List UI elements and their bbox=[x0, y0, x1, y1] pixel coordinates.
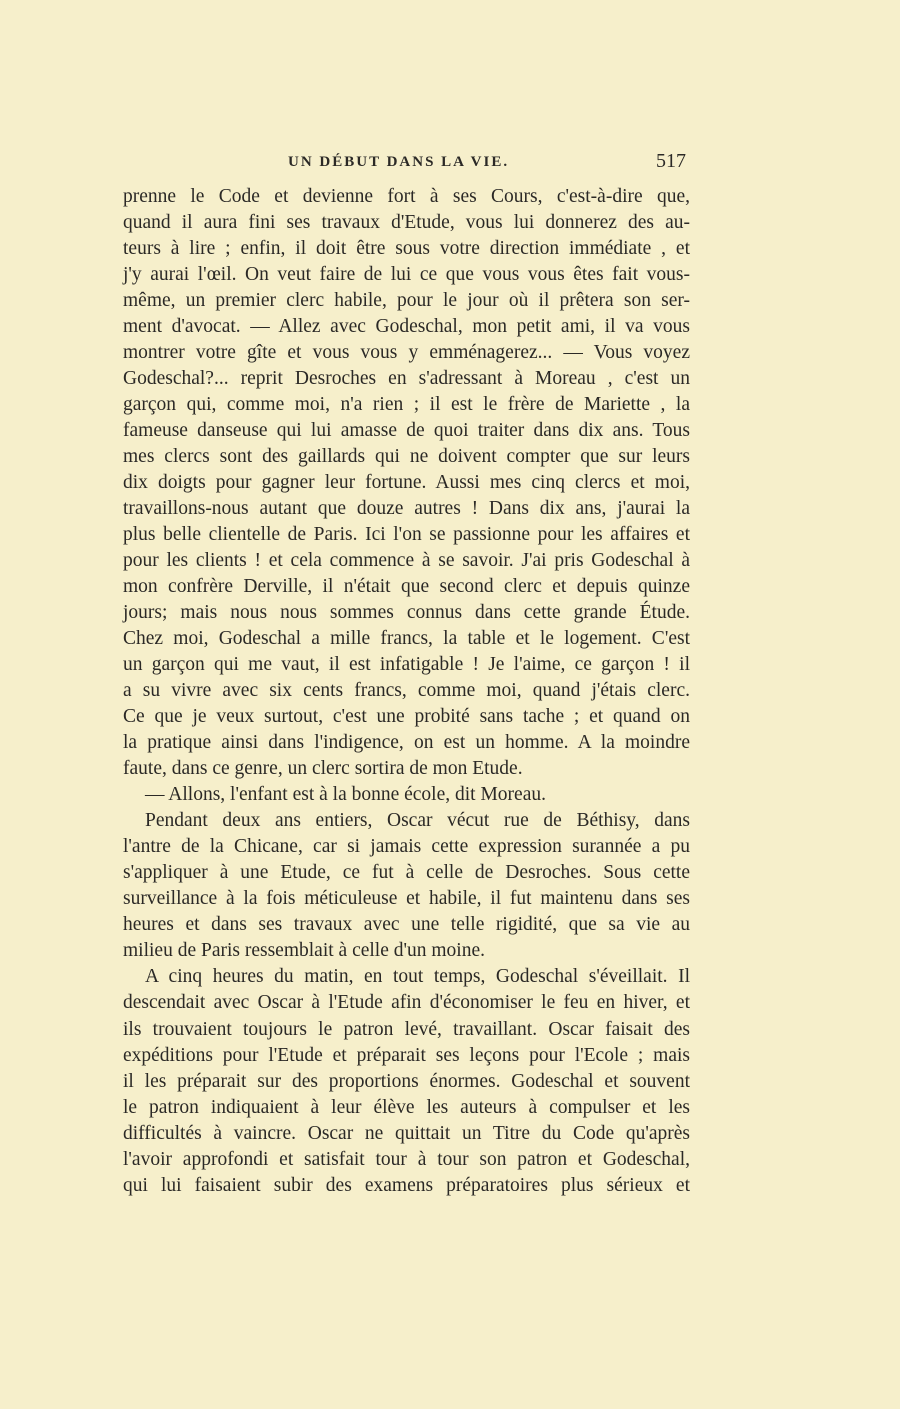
text-line: jours; mais nous nous sommes connus dans cette grande Étude. bbox=[123, 602, 690, 624]
text-line: difficultés à vaincre. Oscar ne quittait un Titre du Code qu'après bbox=[123, 1122, 690, 1144]
text-line: Chez moi, Godeschal a mille francs, la table et le logement. C'est bbox=[123, 628, 690, 650]
text-line: surveillance à la fois méticuleuse et habile, il fut maintenu dans ses bbox=[123, 888, 690, 910]
text-line: pour les clients ! et cela commence à se savoir. J'ai pris Godeschal à bbox=[123, 550, 690, 572]
text-line: un garçon qui me vaut, il est infatigable ! Je l'aime, ce garçon ! il bbox=[123, 654, 690, 676]
text-line: s'appliquer à une Etude, ce fut à celle de Desroches. Sous cette bbox=[123, 862, 690, 884]
text-line: mon confrère Derville, il n'était que second clerc et depuis quinze bbox=[123, 576, 690, 598]
paragraph-first-line: Pendant deux ans entiers, Oscar vécut rue de Béthisy, dans bbox=[145, 810, 690, 832]
text-line: quand il aura fini ses travaux d'Etude, vous lui donnerez des au- bbox=[123, 212, 690, 234]
page-body-text bbox=[123, 184, 690, 1199]
text-line: montrer votre gîte et vous vous y emménagerez... — Vous voyez bbox=[123, 342, 690, 364]
dialogue-line: — Allons, l'enfant est à la bonne école, dit Moreau. bbox=[145, 784, 546, 806]
text-line: il les préparait sur des proportions énormes. Godeschal et souvent bbox=[123, 1070, 690, 1092]
text-line: plus belle clientelle de Paris. Ici l'on se passionne pour les affaires et bbox=[123, 524, 690, 546]
text-line: mes clercs sont des gaillards qui ne doivent compter que sur leurs bbox=[123, 446, 690, 468]
running-title: UN DÉBUT DANS LA VIE. bbox=[288, 154, 510, 170]
page-header bbox=[123, 150, 690, 176]
text-line: travaillons-nous autant que douze autres ! Dans dix ans, j'aurai la bbox=[123, 498, 690, 520]
text-line: qui lui faisaient subir des examens préparatoires plus sérieux et bbox=[123, 1174, 690, 1196]
text-line: j'y aurai l'œil. On veut faire de lui ce que vous vous êtes fait vous- bbox=[123, 264, 690, 286]
page-number: 517 bbox=[656, 150, 686, 172]
text-line: le patron indiquaient à leur élève les auteurs à compulser et les bbox=[123, 1096, 690, 1118]
text-line: expéditions pour l'Etude et préparait ses leçons pour l'Ecole ; mais bbox=[123, 1044, 690, 1066]
text-line: prenne le Code et devienne fort à ses Cours, c'est-à-dire que, bbox=[123, 186, 690, 207]
text-line: Ce que je veux surtout, c'est une probité sans tache ; et quand on bbox=[123, 706, 690, 728]
paragraph-last-line: faute, dans ce genre, un clerc sortira de mon Etude. bbox=[123, 758, 523, 780]
text-line: a su vivre avec six cents francs, comme moi, quand j'étais clerc. bbox=[123, 680, 690, 702]
text-line: teurs à lire ; enfin, il doit être sous votre direction immédiate , et bbox=[123, 238, 690, 260]
text-line: ment d'avocat. — Allez avec Godeschal, mon petit ami, il va vous bbox=[123, 316, 690, 338]
text-line: Godeschal?... reprit Desroches en s'adressant à Moreau , c'est un bbox=[123, 368, 690, 390]
text-line: ils trouvaient toujours le patron levé, travaillant. Oscar faisait des bbox=[123, 1018, 690, 1040]
text-line: la pratique ainsi dans l'indigence, on est un homme. A la moindre bbox=[123, 732, 690, 754]
text-line: heures et dans ses travaux avec une telle rigidité, que sa vie au bbox=[123, 914, 690, 936]
paragraph-first-line: A cinq heures du matin, en tout temps, Godeschal s'éveillait. Il bbox=[145, 966, 690, 988]
text-line: l'avoir approfondi et satisfait tour à tour son patron et Godeschal, bbox=[123, 1148, 690, 1170]
paragraph-last-line: milieu de Paris ressemblait à celle d'un moine. bbox=[123, 940, 485, 962]
text-line: l'antre de la Chicane, car si jamais cette expression surannée a pu bbox=[123, 836, 690, 858]
text-line: descendait avec Oscar à l'Etude afin d'économiser le feu en hiver, et bbox=[123, 992, 690, 1014]
text-line: même, un premier clerc habile, pour le jour où il prêtera son ser- bbox=[123, 290, 690, 312]
text-line: dix doigts pour gagner leur fortune. Aussi mes cinq clercs et moi, bbox=[123, 472, 690, 494]
text-line: fameuse danseuse qui lui amasse de quoi traiter dans dix ans. Tous bbox=[123, 420, 690, 442]
text-line: garçon qui, comme moi, n'a rien ; il est le frère de Mariette , la bbox=[123, 394, 690, 416]
